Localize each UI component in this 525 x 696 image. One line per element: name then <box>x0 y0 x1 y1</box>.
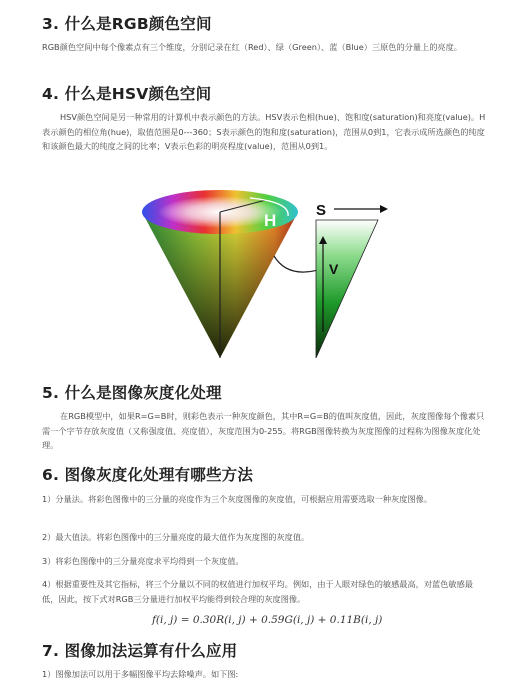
paragraph-rgb: RGB颜色空间中每个像素点有三个维度，分别记录在红（Red）、绿（Green）、蓝（Blue）三原色的分量上的亮度。 <box>42 42 462 52</box>
method-item: 3）将彩色图像中的三分量亮度求平均得到一个灰度值。 <box>42 556 244 566</box>
method-item: 1）分量法。将彩色图像中的三分量的亮度作为三个灰度图像的灰度值，可根据应用需要选取一种灰度图像。 <box>42 494 433 504</box>
heading-grayscale: 5. 什么是图像灰度化处理 <box>42 384 222 402</box>
method-item: 2）最大值法。将彩色图像中的三分量亮度的最大值作为灰度图的灰度值。 <box>42 532 310 542</box>
paragraph-grayscale: 在RGB模型中，如果R=G=B时，则彩色表示一种灰度颜色，其中R=G=B的值叫灰度值，因此，灰度图像每个像素只需一个字节存放灰度值（又称强度值、亮度值），灰度范围为0-255。将RGB图像转换为灰度图像的过程称为图像灰度化处理。 <box>42 411 485 450</box>
paragraph-image-addition: 1）图像加法可以用于多幅图像平均去除噪声。如下图: <box>42 669 239 679</box>
paragraph-hsv: HSV颜色空间是另一种常用的计算机中表示颜色的方法。HSV表示色相(hue)、饱和度(saturation)和亮度(value)。H表示颜色的相位角(hue)，取值范围是0---360；S表示颜色的饱和度(saturation)，范围从0到1，它表示成所选颜色的纯度和该颜色最大的纯度之间的比率；V表示色彩的明亮程度(value)，范围从0到1。 <box>42 112 486 151</box>
hsv-cone-diagram <box>140 182 390 366</box>
heading-grayscale-methods: 6. 图像灰度化处理有哪些方法 <box>42 466 254 484</box>
hue-label: H <box>264 211 277 230</box>
heading-rgb: 3. 什么是RGB颜色空间 <box>42 15 212 33</box>
weighted-average-formula: f(i, j) = 0.30R(i, j) + 0.59G(i, j) + 0.11B(i, j) <box>152 614 383 626</box>
saturation-label: S <box>316 202 327 219</box>
hsv-cone-figure <box>140 182 390 366</box>
value-label: V <box>329 261 339 277</box>
heading-hsv: 4. 什么是HSV颜色空间 <box>42 85 212 103</box>
heading-image-addition: 7. 图像加法运算有什么应用 <box>42 642 238 660</box>
method-item: 4）根据重要性及其它指标，将三个分量以不同的权值进行加权平均。例如，由于人眼对绿色的敏感最高，对蓝色敏感最低，因此，按下式对RGB三分量进行加权平均能得到较合理的灰度图像。 <box>42 579 473 604</box>
